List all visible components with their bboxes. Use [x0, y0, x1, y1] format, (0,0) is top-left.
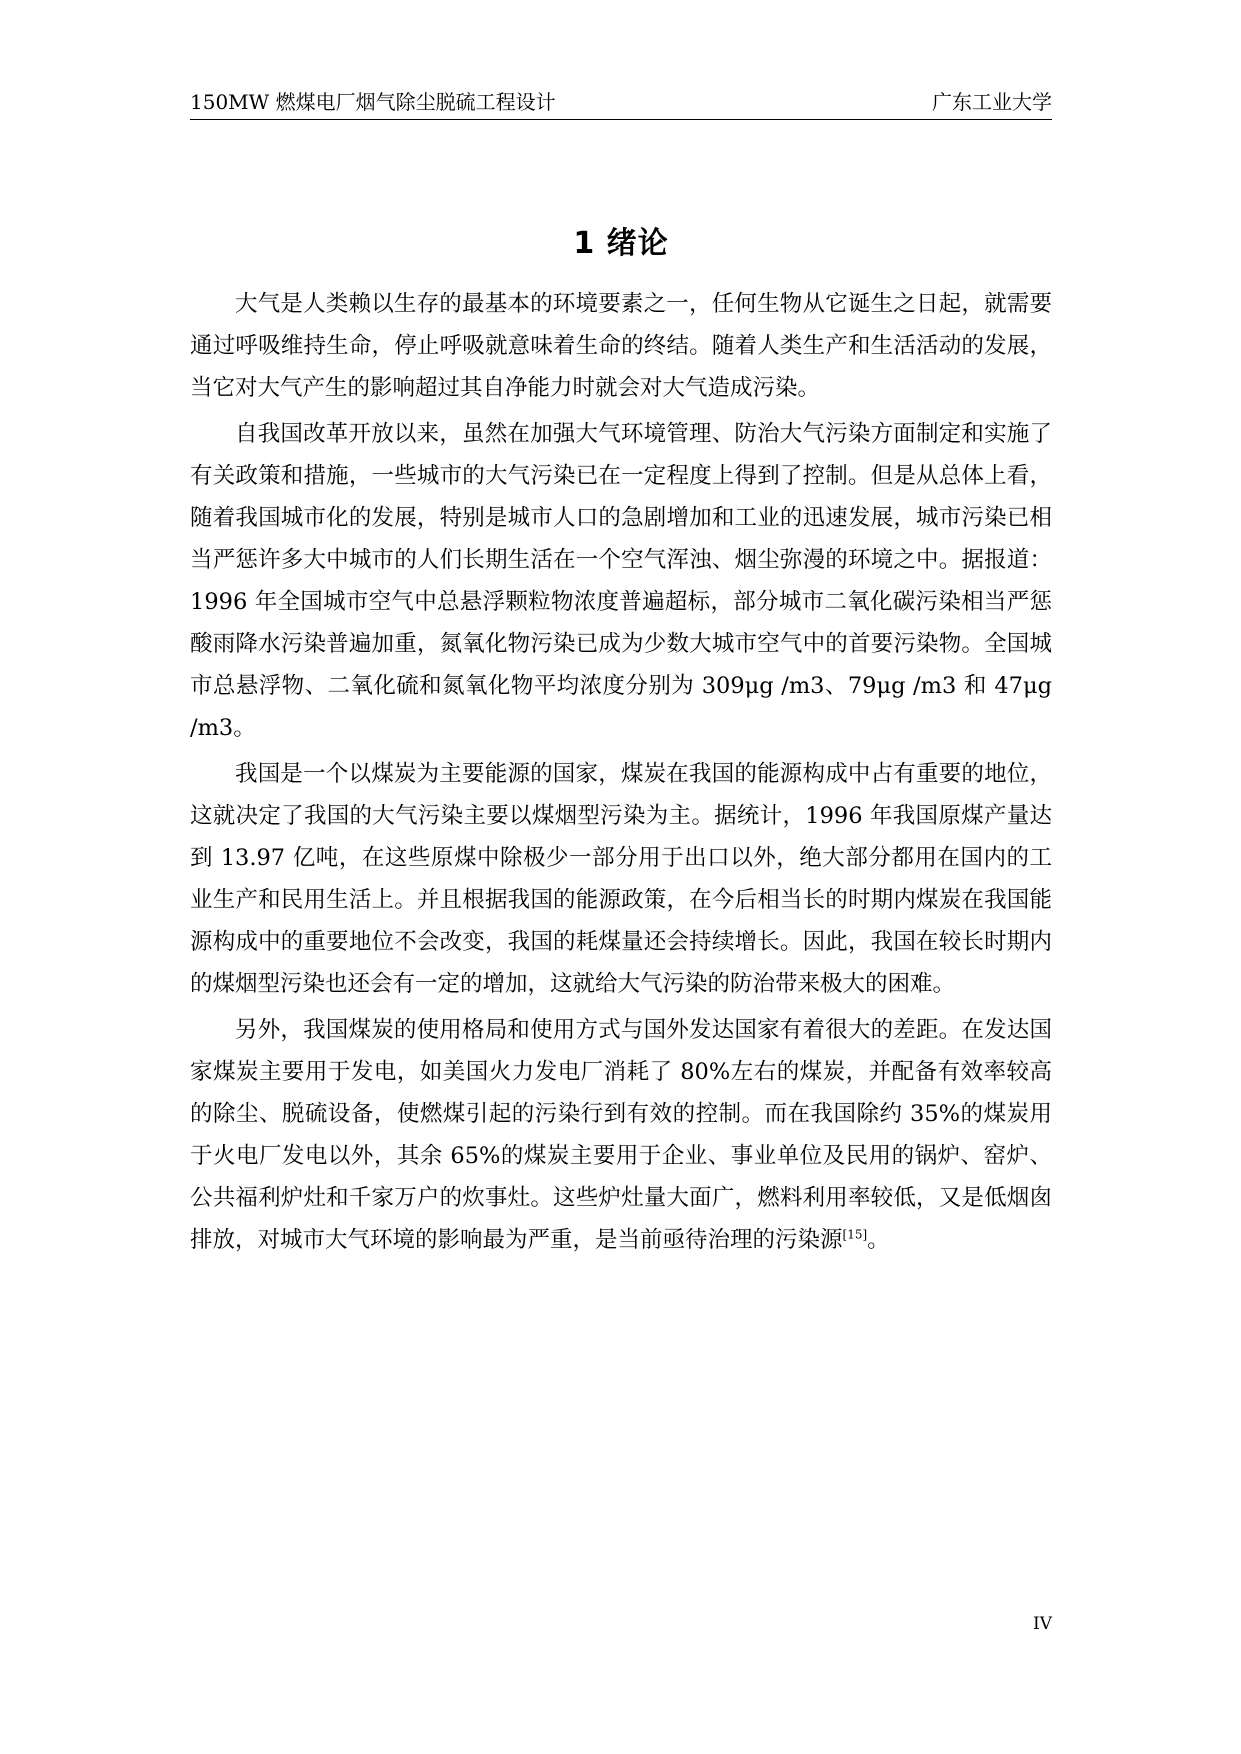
chapter-title: 1 绪论: [573, 226, 669, 261]
paragraph-text: 另外，我国煤炭的使用格局和使用方式与国外发达国家有着很大的差距。在发达国家煤炭主要用于发电，如美国火力发电厂消耗了 80%左右的煤炭，并配备有效率较高的除尘、脱硫设备，使燃煤引起的污染行到有效的控制。而在我国除约 35%的煤炭用于火电厂发电以外，其余 65%的煤炭主要用于企业、事业单位及民用的锅炉、窑炉、公共福利炉灶和千家万户的炊事灶。这些炉灶量大面广，燃料利用率较低，又是低烟囱排放，对城市大气环境的影响最为严重，是当前亟待治理的污染源: [190, 1017, 1052, 1253]
paragraph-last: [190, 1009, 1052, 1261]
paragraph: 大气是人类赖以生存的最基本的环境要素之一，任何生物从它诞生之日起，就需要通过呼吸维持生命，停止呼吸就意味着生命的终结。随着人类生产和生活活动的发展，当它对大气产生的影响超过其自净能力时就会对大气造成污染。: [190, 291, 1052, 401]
citation-reference[interactable]: [15]: [842, 1227, 868, 1242]
header-university: 广东工业大学: [932, 90, 1052, 114]
header-thesis-title: 150MW 燃煤电厂烟气除尘脱硫工程设计: [190, 90, 556, 114]
running-header: [190, 86, 1052, 120]
paragraph: 自我国改革开放以来，虽然在加强大气环境管理、防治大气污染方面制定和实施了有关政策和措施，一些城市的大气污染已在一定程度上得到了控制。但是从总体上看，随着我国城市化的发展，特别是城市人口的急剧增加和工业的迅速发展，城市污染已相当严惩许多大中城市的人们长期生活在一个空气浑浊、烟尘弥漫的环境之中。据报道：1996 年全国城市空气中总悬浮颗粒物浓度普遍超标，部分城市二氧化碳污染相当严惩酸雨降水污染普遍加重，氮氧化物污染已成为少数大城市空气中的首要污染物。全国城市总悬浮物、二氧化硫和氮氧化物平均浓度分别为 309μg /m3、79μg /m3 和 47μg /m3。: [190, 421, 1052, 741]
page-number: IV: [1033, 1614, 1052, 1634]
body-text: [190, 283, 1052, 1261]
paragraph: 我国是一个以煤炭为主要能源的国家，煤炭在我国的能源构成中占有重要的地位，这就决定了我国的大气污染主要以煤烟型污染为主。据统计，1996 年我国原煤产量达到 13.97 亿吨，在这些原煤中除极少一部分用于出口以外，绝大部分都用在国内的工业生产和民用生活上。并且根据我国的能源政策，在今后相当长的时期内煤炭在我国能源构成中的重要地位不会改变，我国的耗煤量还会持续增长。因此，我国在较长时期内的煤烟型污染也还会有一定的增加，这就给大气污染的防治带来极大的困难。: [190, 761, 1052, 997]
paragraph-end-punct: 。: [867, 1227, 890, 1253]
